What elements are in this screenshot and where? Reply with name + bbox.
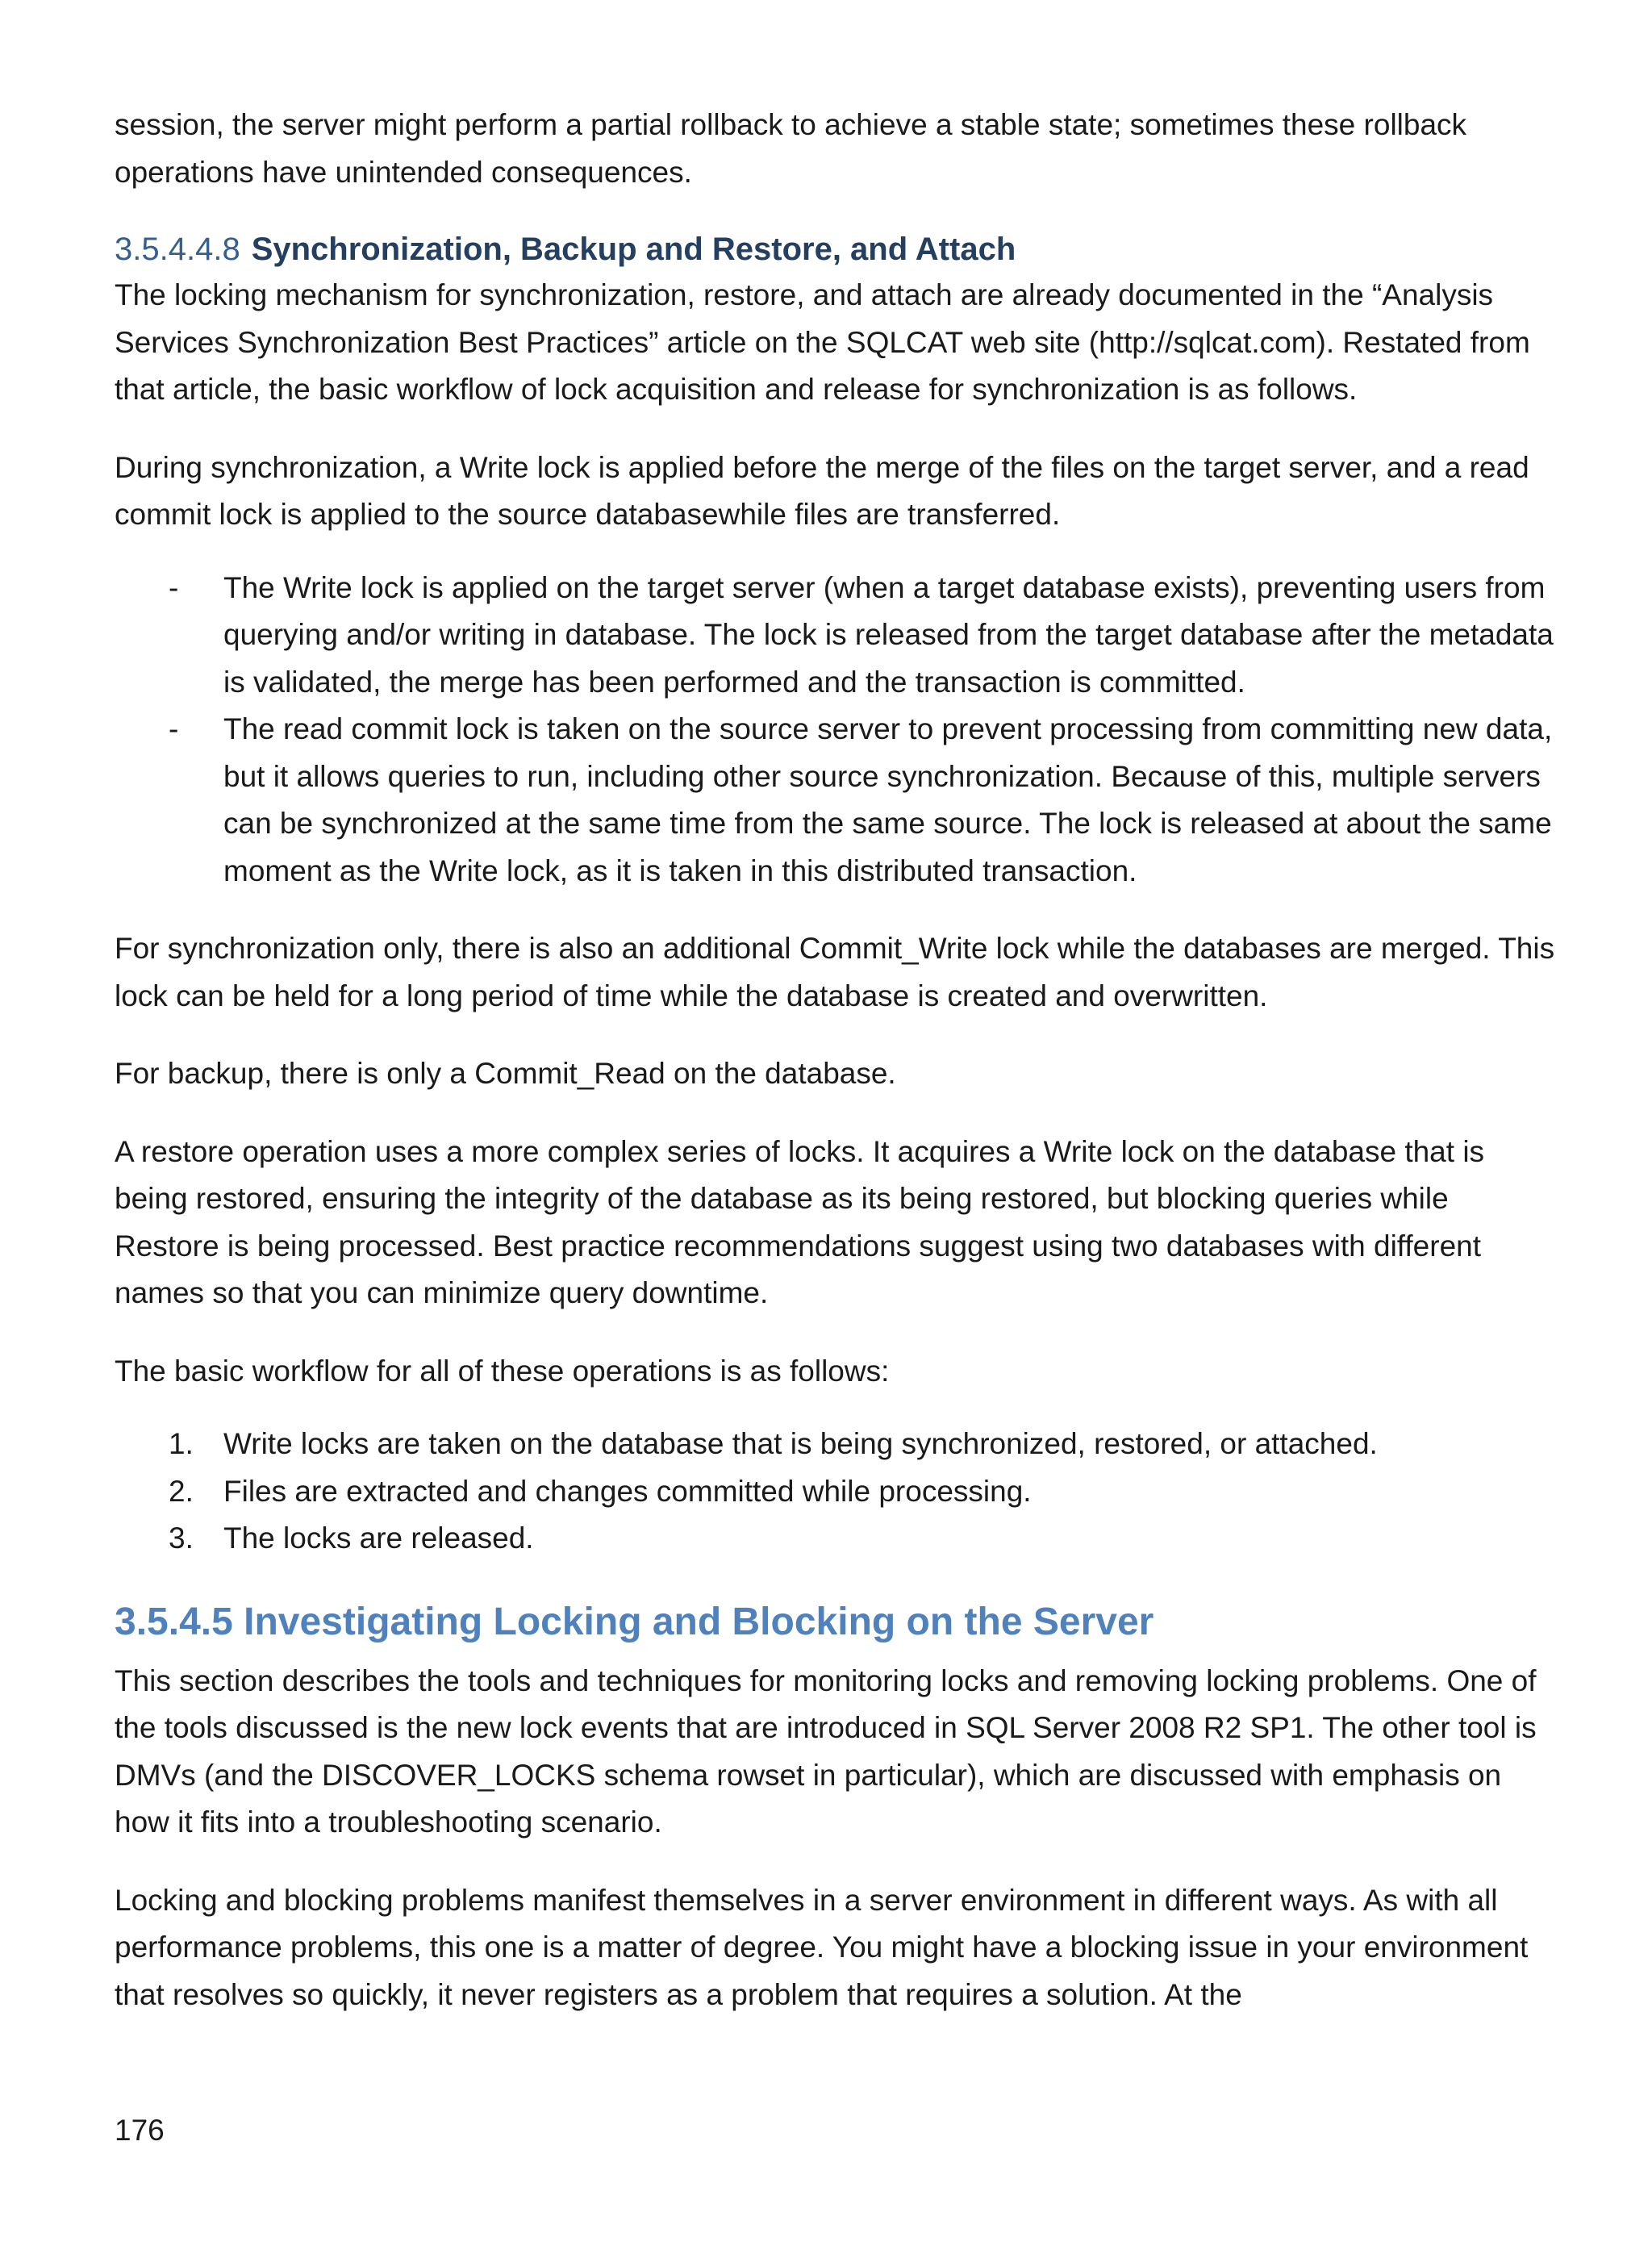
heading-synchronization — [115, 227, 1555, 272]
list-item-text: The locks are released. — [223, 1521, 534, 1555]
paragraph-restore: A restore operation uses a more complex series of locks. It acquires a Write lock on the database that is being restored, ensuring the integrity of the database as its being restored, but blocking queries while Restore is being processed. Best practice recommendations suggest using two databases with different names so that you can minimize query downtime. — [115, 1134, 1485, 1309]
bullet-list — [115, 565, 1555, 895]
list-item-text: Files are extracted and changes committed while processing. — [223, 1474, 1032, 1508]
paragraph-commit-write: For synchronization only, there is also an additional Commit_Write lock while the databases are merged. This lock can be held for a long period of time while the database is created and overwritten. — [115, 932, 1555, 1012]
bullet-dash: - — [169, 570, 179, 604]
list-item — [115, 1421, 1555, 1468]
list-item — [115, 565, 1555, 707]
paragraph-rollback: session, the server might perform a partial rollback to achieve a stable state; sometimes these rollback operations have unintended consequences. — [115, 108, 1467, 189]
list-number: 1. — [169, 1427, 194, 1460]
paragraph-locking-problems: Locking and blocking problems manifest themselves in a server environment in different ways. As with all performance problems, this one is a matter of degree. You might have a blocking issue in your environment that resolves so quickly, it never registers as a problem that requires a solution. At the — [115, 1883, 1529, 2011]
list-number: 2. — [169, 1474, 194, 1508]
list-item-text: The read commit lock is taken on the source server to prevent processing from committing new data, but it allows queries to run, including other source synchronization. Because of this, multiple servers can be synchronized at the same time from the same source. The lock is released at about the same moment as the Write lock, as it is taken in this distributed transaction. — [223, 712, 1553, 887]
list-item-text: Write locks are taken on the database that is being synchronized, restored, or attached. — [223, 1427, 1378, 1460]
list-item — [115, 1515, 1555, 1563]
list-number: 3. — [169, 1521, 194, 1555]
list-item — [115, 1468, 1555, 1516]
heading-investigating-locking: 3.5.4.5 Investigating Locking and Blocking on the Server — [115, 1600, 1154, 1643]
paragraph-backup: For backup, there is only a Commit_Read on the database. — [115, 1057, 896, 1090]
bullet-dash: - — [169, 712, 179, 745]
paragraph-locking-mechanism: The locking mechanism for synchronization, restore, and attach are already documented in the “Analysis Services Synchronization Best Practices” article on the SQLCAT web site (http://sqlcat.com). Restated from that article, the basic workflow of lock acquisition and release for synchronization is as follows. — [115, 278, 1530, 406]
numbered-list — [115, 1421, 1555, 1563]
paragraph-section-description: This section describes the tools and techniques for monitoring locks and removing locking problems. One of the tools discussed is the new lock events that are introduced in SQL Server 2008 R2 SP1. The other tool is DMVs (and the DISCOVER_LOCKS schema rowset in particular), which are discussed with emphasis on how it fits into a troubleshooting scenario. — [115, 1663, 1537, 1839]
page-number: 176 — [115, 2114, 165, 2147]
paragraph-during-sync: During synchronization, a Write lock is applied before the merge of the files on the target server, and a read commit lock is applied to the source databasewhile files are transferred. — [115, 450, 1529, 531]
list-item-text: The Write lock is applied on the target server (when a target database exists), preventing users from querying and/or writing in database. The lock is released from the target database after the metadata is validated, the merge has been performed and the transaction is committed. — [223, 570, 1554, 699]
heading-synchronization-number: 3.5.4.4.8 — [115, 232, 240, 267]
paragraph-basic-workflow: The basic workflow for all of these operations is as follows: — [115, 1354, 890, 1388]
list-item — [115, 706, 1555, 895]
heading-synchronization-title: Synchronization, Backup and Restore, and Attach — [251, 232, 1016, 267]
